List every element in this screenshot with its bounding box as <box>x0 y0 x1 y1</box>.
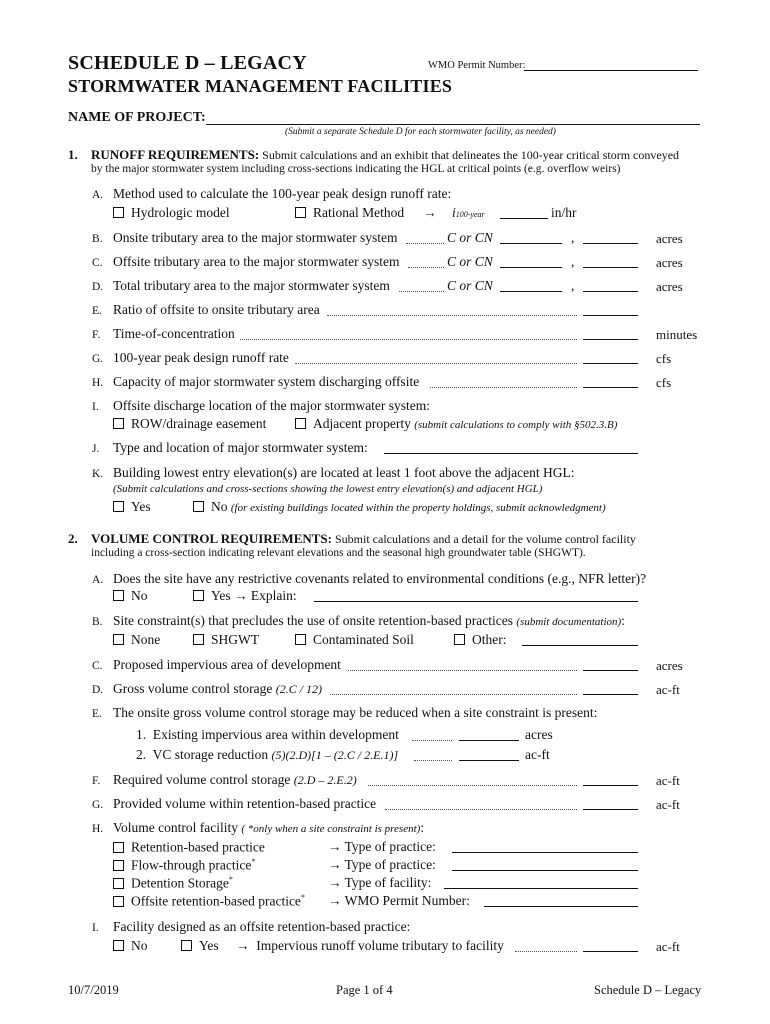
item-1f-letter: F. <box>92 329 101 341</box>
item-1d-area-field[interactable] <box>500 291 562 292</box>
item-2f-letter: F. <box>92 775 101 787</box>
item-1j-text: Type and location of major stormwater system: <box>113 440 368 455</box>
item-1c-unit: acres <box>656 255 683 270</box>
dot-leader <box>327 315 577 316</box>
item-1d-cn-label: C or CN <box>447 278 493 293</box>
detention-type-label: → Type of facility: <box>328 875 432 890</box>
item-2i-option-yes[interactable]: Yes <box>181 938 219 954</box>
wmo-permit-label: WMO Permit Number: <box>428 60 526 71</box>
item-2a-option-no[interactable]: No <box>113 588 148 604</box>
item-1f-text: Time-of-concentration <box>113 326 235 341</box>
detention-storage-option[interactable]: Detention Storage* <box>113 875 233 892</box>
item-2i-field[interactable] <box>583 951 638 952</box>
item-1a-option-rational[interactable]: Rational Method <box>295 205 404 221</box>
constraint-shgwt-option[interactable]: SHGWT <box>193 632 259 648</box>
detention-type-field[interactable] <box>444 888 638 889</box>
item-1i-option-adjacent[interactable]: Adjacent property (submit calculations to comply with §502.3.B) <box>295 416 617 432</box>
item-1b-letter: B. <box>92 233 103 245</box>
item-2a-text: Does the site have any restrictive covenants related to environmental conditions (e.g., NFR letter)? <box>113 571 647 586</box>
adjacent-property-checkbox[interactable] <box>295 418 306 429</box>
item-1k-letter: K. <box>92 468 104 480</box>
dot-leader <box>368 785 577 786</box>
comma: , <box>571 230 575 245</box>
hydrologic-model-checkbox[interactable] <box>113 207 124 218</box>
dot-leader <box>330 694 577 695</box>
project-name-field[interactable] <box>206 124 700 125</box>
item-1j-letter: J. <box>92 443 100 455</box>
item-1g-unit: cfs <box>656 351 672 366</box>
constraint-soil-option[interactable]: Contaminated Soil <box>295 632 414 648</box>
section-1-heading <box>91 147 679 163</box>
constraint-other-option[interactable]: Other: <box>454 632 507 648</box>
project-name-label: NAME OF PROJECT: <box>68 110 206 125</box>
item-1b-unit: acres <box>656 231 683 246</box>
section-2-heading <box>91 531 636 547</box>
item-1d-cn-field[interactable] <box>583 291 638 292</box>
footer-page-number: Page 1 of 4 <box>336 983 393 997</box>
dot-leader <box>408 267 444 268</box>
item-2b-text: Site constraint(s) that precludes the use of onsite retention-based practices (submit documentation): <box>113 613 625 628</box>
item-1h-unit: cfs <box>656 375 672 390</box>
item-2c-field[interactable] <box>583 670 638 671</box>
item-1c-cn-label: C or CN <box>447 254 493 269</box>
item-2i-unit: ac-ft <box>656 939 680 954</box>
dot-leader <box>295 363 577 364</box>
yes-checkbox[interactable] <box>113 501 124 512</box>
retention-type-field[interactable] <box>452 852 638 853</box>
yes-checkbox[interactable] <box>181 940 192 951</box>
item-1j-field[interactable] <box>384 453 638 454</box>
item-1c-cn-field[interactable] <box>583 267 638 268</box>
detention-checkbox[interactable] <box>113 878 124 889</box>
constraint-none-option[interactable]: None <box>113 632 160 648</box>
other-field[interactable] <box>522 645 638 646</box>
rational-method-checkbox[interactable] <box>295 207 306 218</box>
comma: , <box>571 278 575 293</box>
dot-leader <box>406 243 444 244</box>
item-1i-option-row[interactable]: ROW/drainage easement <box>113 416 266 432</box>
section-1-desc: Submit calculations and an exhibit that delineates the 100-year critical storm conveyed <box>262 148 680 162</box>
item-1d-letter: D. <box>92 281 104 293</box>
dot-leader <box>430 387 577 388</box>
page-title: SCHEDULE D – LEGACY <box>68 52 307 74</box>
intensity-field[interactable] <box>500 218 548 219</box>
item-2e2: 2. VC storage reduction (5)(2.D)[1 – (2.C / 2.E.1)] <box>136 747 399 762</box>
item-2d-unit: ac-ft <box>656 682 680 697</box>
item-2f-unit: ac-ft <box>656 773 680 788</box>
item-1e-field[interactable] <box>583 315 638 316</box>
item-1i-letter: I. <box>92 401 99 413</box>
item-1c-area-field[interactable] <box>500 267 562 268</box>
none-checkbox[interactable] <box>113 634 124 645</box>
item-2e1: 1. Existing impervious area within development <box>136 727 399 742</box>
item-2i-text: Facility designed as an offsite retention-based practice: <box>113 919 411 934</box>
item-1g-field[interactable] <box>583 363 638 364</box>
item-1e-text: Ratio of offsite to onsite tributary area <box>113 302 320 317</box>
item-1b-text: Onsite tributary area to the major stormwater system <box>113 230 398 245</box>
item-1h-letter: H. <box>92 377 104 389</box>
section-2-number: 2. <box>68 531 78 546</box>
item-2e1-unit: acres <box>525 727 553 742</box>
footer-date: 10/7/2019 <box>68 983 119 997</box>
item-2e-letter: E. <box>92 708 102 720</box>
item-2i-tail: → Impervious runoff volume tributary to facility <box>236 938 504 953</box>
comma: , <box>571 254 575 269</box>
item-2g-field[interactable] <box>583 809 638 810</box>
dot-leader <box>412 740 452 741</box>
item-1f-unit: minutes <box>656 327 698 342</box>
footer-doc-title: Schedule D – Legacy <box>594 983 702 997</box>
explain-field[interactable] <box>314 601 638 602</box>
item-2a-letter: A. <box>92 574 104 586</box>
other-checkbox[interactable] <box>454 634 465 645</box>
item-1k-option-no[interactable]: No (for existing buildings located within the property holdings, submit acknowledgment) <box>193 499 606 515</box>
offsite-permit-field[interactable] <box>484 906 638 907</box>
item-2d-text: Gross volume control storage (2.C / 12) <box>113 681 323 696</box>
flow-through-option[interactable]: Flow-through practice* <box>113 857 255 874</box>
item-1k-note: (Submit calculations and cross-sections showing the lowest entry elevation(s) and adjacent HGL) <box>113 483 543 495</box>
item-1h-text: Capacity of major stormwater system discharging offsite <box>113 374 420 389</box>
dot-leader <box>348 670 577 671</box>
section-2-desc: Submit calculations and a detail for the volume control facility <box>335 532 636 546</box>
item-1c-letter: C. <box>92 257 103 269</box>
item-2f-field[interactable] <box>583 785 638 786</box>
item-2g-text: Provided volume within retention-based practice <box>113 796 377 811</box>
no-checkbox[interactable] <box>193 501 204 512</box>
section-1-title: RUNOFF REQUIREMENTS: <box>91 147 260 162</box>
item-2c-letter: C. <box>92 660 103 672</box>
item-2i-letter: I. <box>92 922 99 934</box>
item-2c-unit: acres <box>656 658 683 673</box>
item-2g-letter: G. <box>92 799 104 811</box>
page-subtitle: STORMWATER MANAGEMENT FACILITIES <box>68 76 453 96</box>
no-checkbox[interactable] <box>113 940 124 951</box>
item-1k-text: Building lowest entry elevation(s) are located at least 1 foot above the adjacent HGL: <box>113 465 575 480</box>
arrow-icon: → <box>423 205 437 220</box>
section-2-title: VOLUME CONTROL REQUIREMENTS: <box>91 531 332 546</box>
item-1b-cn-label: C or CN <box>447 230 493 245</box>
item-1i-text: Offsite discharge location of the major stormwater system: <box>113 398 431 413</box>
flow-through-type-label: → Type of practice: <box>328 857 436 872</box>
item-1a-text: Method used to calculate the 100-year peak design runoff rate: <box>113 186 452 201</box>
item-2e-text: The onsite gross volume control storage may be reduced when a site constraint is present: <box>113 705 598 720</box>
offsite-retention-option[interactable]: Offsite retention-based practice* <box>113 893 305 910</box>
item-2e1-field[interactable] <box>459 740 519 741</box>
item-2c-text: Proposed impervious area of development <box>113 657 341 672</box>
no-checkbox[interactable] <box>113 590 124 601</box>
contaminated-soil-checkbox[interactable] <box>295 634 306 645</box>
dot-leader <box>515 951 577 952</box>
dot-leader <box>414 760 452 761</box>
offsite-retention-checkbox[interactable] <box>113 896 124 907</box>
wmo-permit-field[interactable] <box>524 70 698 71</box>
item-1c-text: Offsite tributary area to the major stormwater system <box>113 254 400 269</box>
item-2e2-unit: ac-ft <box>525 747 550 762</box>
item-2i-option-no[interactable]: No <box>113 938 148 954</box>
item-2b-letter: B. <box>92 616 103 628</box>
item-2d-letter: D. <box>92 684 104 696</box>
item-1g-letter: G. <box>92 353 104 365</box>
item-1b-cn-field[interactable] <box>583 243 638 244</box>
intensity-unit: in/hr <box>551 205 577 220</box>
shgwt-checkbox[interactable] <box>193 634 204 645</box>
item-2g-unit: ac-ft <box>656 797 680 812</box>
item-2h-text: Volume control facility ( *only when a site constraint is present): <box>113 820 425 835</box>
section-1-number: 1. <box>68 147 78 162</box>
retention-practice-option[interactable]: Retention-based practice <box>113 839 265 856</box>
item-1a-letter: A. <box>92 189 104 201</box>
item-1d-text: Total tributary area to the major stormwater system <box>113 278 390 293</box>
offsite-permit-label: → WMO Permit Number: <box>328 893 470 908</box>
item-1k-option-yes[interactable]: Yes <box>113 499 151 515</box>
item-2d-field[interactable] <box>583 694 638 695</box>
retention-checkbox[interactable] <box>113 842 124 853</box>
flow-through-checkbox[interactable] <box>113 860 124 871</box>
item-2a-option-yes[interactable]: Yes → Explain: <box>193 588 297 604</box>
section-2-desc-2: including a cross-section indicating relevant elevations and the seasonal high groundwater table (SHGWT). <box>91 547 586 559</box>
intensity-label: i100-year <box>452 205 485 220</box>
section-1-desc-2: by the major stormwater system including cross-sections indicating the HGL at critical points (e.g. overflow weirs) <box>91 163 621 175</box>
dot-leader <box>240 339 577 340</box>
item-1h-field[interactable] <box>583 387 638 388</box>
item-1a-option-hydrologic[interactable]: Hydrologic model <box>113 205 230 221</box>
item-2h-letter: H. <box>92 823 104 835</box>
retention-type-label: → Type of practice: <box>328 839 436 854</box>
row-easement-checkbox[interactable] <box>113 418 124 429</box>
item-1e-letter: E. <box>92 305 102 317</box>
dot-leader <box>385 809 577 810</box>
flow-through-type-field[interactable] <box>452 870 638 871</box>
item-1g-text: 100-year peak design runoff rate <box>113 350 289 365</box>
item-2f-text: Required volume control storage (2.D – 2.E.2) <box>113 772 357 787</box>
dot-leader <box>399 291 444 292</box>
item-1d-unit: acres <box>656 279 683 294</box>
item-1f-field[interactable] <box>583 339 638 340</box>
yes-checkbox[interactable] <box>193 590 204 601</box>
project-name-note: (Submit a separate Schedule D for each stormwater facility, as needed) <box>285 127 556 137</box>
item-1b-area-field[interactable] <box>500 243 562 244</box>
item-2e2-field[interactable] <box>459 760 519 761</box>
